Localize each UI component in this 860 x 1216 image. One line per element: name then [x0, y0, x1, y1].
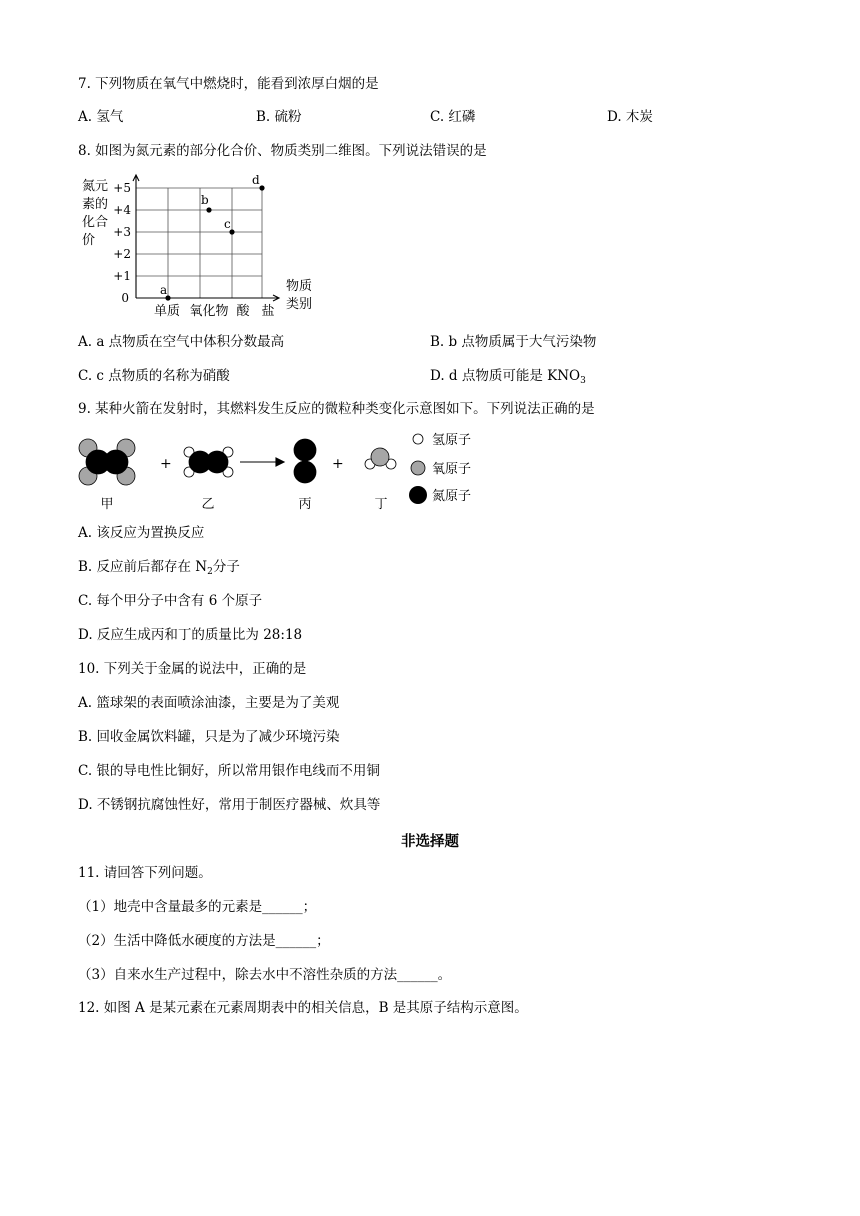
molecule-ding	[365, 448, 396, 469]
nitrogen-valence-chart	[78, 170, 358, 320]
oxygen-atom	[371, 448, 389, 466]
y-tick-label: +4	[113, 203, 131, 217]
y-tick-label: +5	[113, 181, 131, 195]
q9-option-b-subscript: 2	[207, 567, 213, 577]
nitrogen-atom	[104, 450, 128, 474]
q7-option-a: A. 氢气	[78, 109, 124, 125]
x-tick-label: 氧化物	[189, 304, 229, 319]
nitrogen-atom	[294, 439, 316, 461]
x-tick-label: 盐	[261, 304, 275, 319]
y-tick-label: +3	[113, 225, 131, 239]
q10-option-c: C. 银的导电性比铜好，所以常用银作电线而不用铜	[78, 763, 380, 779]
x-tick-label: 酸	[236, 304, 250, 319]
q9-option-d: D. 反应生成丙和丁的质量比为 28:18	[78, 627, 303, 643]
molecule-label-yi: 乙	[201, 497, 215, 512]
q10-stem: 10. 下列关于金属的说法中，正确的是	[78, 661, 307, 677]
legend-hydrogen: 氢原子	[432, 433, 472, 448]
q8-option-b: B. b 点物质属于大气污染物	[430, 334, 597, 350]
q7-option-b: B. 硫粉	[256, 109, 302, 125]
y-tick-label: 0	[121, 291, 129, 305]
q11-part-1: （1）地壳中含量最多的元素是______；	[78, 899, 317, 915]
molecule-jia	[79, 439, 135, 485]
y-tick-label: +1	[113, 269, 131, 283]
q9-option-c: C. 每个甲分子中含有 6 个原子	[78, 593, 263, 609]
data-point-label-b: b	[201, 193, 209, 207]
q9-stem: 9. 某种火箭在发射时，其燃料发生反应的微粒种类变化示意图如下。下列说法正确的是	[78, 401, 595, 417]
q11-part-2: （2）生活中降低水硬度的方法是______；	[78, 933, 330, 949]
chart-grid	[136, 188, 262, 298]
q10-option-a: A. 篮球架的表面喷涂油漆，主要是为了美观	[78, 695, 340, 711]
y-axis-label-line-1: 氮元	[82, 179, 109, 194]
q9-option-b	[78, 558, 240, 581]
data-point-label-c: c	[224, 217, 231, 231]
q9-option-b-text: B. 反应前后都存在 N	[78, 559, 208, 575]
plus-sign: +	[160, 456, 172, 472]
x-axis-label-line-2: 类别	[286, 297, 313, 312]
x-tick-label: 单质	[153, 304, 181, 319]
legend	[409, 433, 471, 504]
q7-stem: 7. 下列物质在氧气中燃烧时，能看到浓厚白烟的是	[78, 76, 379, 92]
nitrogen-atom	[206, 451, 228, 473]
section-title: 非选择题	[401, 834, 459, 850]
legend-oxygen: 氧原子	[432, 462, 472, 477]
reaction-diagram	[76, 428, 496, 513]
q11-part-3: （3）自来水生产过程中，除去水中不溶性杂质的方法______。	[78, 967, 452, 983]
nitrogen-legend-icon	[409, 486, 427, 504]
molecule-bing	[294, 439, 316, 483]
data-point-label-d: d	[252, 173, 260, 187]
y-tick-label: +2	[113, 247, 131, 261]
x-axis-label-line-1: 物质	[286, 279, 313, 294]
q8-option-a: A. a 点物质在空气中体积分数最高	[78, 334, 285, 350]
q8-option-d-text: D. d 点物质可能是 KNO	[430, 368, 581, 384]
q10-option-b: B. 回收金属饮料罐，只是为了减少环境污染	[78, 729, 340, 745]
q7-option-d: D. 木炭	[607, 109, 653, 125]
plus-sign: +	[332, 456, 344, 472]
q8-stem: 8. 如图为氮元素的部分化合价、物质类别二维图。下列说法错误的是	[78, 143, 487, 159]
q11-stem: 11. 请回答下列问题。	[78, 865, 212, 881]
data-point-d	[259, 185, 264, 190]
data-point-b	[206, 207, 211, 212]
hydrogen-legend-icon	[413, 434, 423, 444]
q8-option-d	[430, 367, 586, 390]
q10-option-d: D. 不锈钢抗腐蚀性好，常用于制医疗器械、炊具等	[78, 797, 381, 813]
q9-option-b-suffix: 分子	[212, 559, 240, 575]
reaction-arrow	[240, 458, 284, 466]
molecule-label-jia: 甲	[100, 497, 114, 512]
y-axis-label-line-3: 化合	[82, 215, 109, 230]
q8-option-c: C. c 点物质的名称为硝酸	[78, 368, 230, 384]
q8-option-d-subscript: 3	[580, 376, 586, 386]
q9-option-a: A. 该反应为置换反应	[78, 525, 205, 541]
nitrogen-atom	[294, 461, 316, 483]
oxygen-legend-icon	[411, 461, 425, 475]
molecule-label-bing: 丙	[298, 497, 312, 512]
data-point-label-a: a	[160, 283, 168, 297]
chart-points	[160, 173, 265, 301]
molecule-label-ding: 丁	[374, 497, 388, 512]
y-axis-label-line-2: 素的	[82, 197, 109, 212]
q7-option-c: C. 红磷	[430, 109, 476, 125]
q12-stem: 12. 如图 A 是某元素在元素周期表中的相关信息，B 是其原子结构示意图。	[78, 1000, 528, 1016]
y-axis-label-line-4: 价	[82, 233, 96, 248]
molecule-yi	[184, 447, 233, 477]
legend-nitrogen: 氮原子	[432, 489, 472, 504]
